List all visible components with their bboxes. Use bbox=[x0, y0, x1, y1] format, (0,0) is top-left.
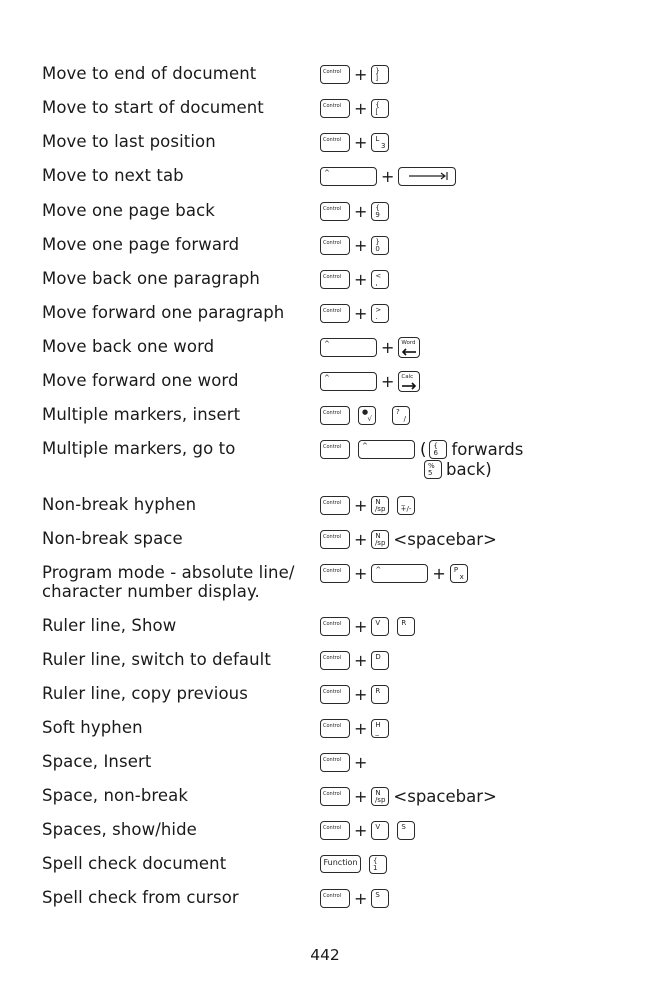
control-key-icon bbox=[320, 99, 350, 118]
shortcut-keys bbox=[320, 165, 456, 187]
shortcut-label: Non-break hyphen bbox=[42, 495, 197, 514]
shortcut-label: Ruler line, copy previous bbox=[42, 684, 248, 703]
key-symbol: ^ bbox=[324, 339, 330, 348]
plus-sign: + bbox=[354, 132, 368, 152]
shortcut-keys bbox=[320, 438, 523, 460]
control-key-icon bbox=[320, 496, 350, 515]
key-bottom-legend: , bbox=[375, 278, 378, 287]
plus-sign: + bbox=[354, 495, 368, 515]
shortcut-keys bbox=[320, 649, 389, 671]
plus-sign: + bbox=[354, 616, 368, 636]
shortcut-keys bbox=[320, 717, 389, 739]
key-top-legend: } bbox=[375, 237, 380, 246]
shortcut-label: Multiple markers, go to bbox=[42, 439, 236, 458]
shortcut-keys bbox=[320, 234, 389, 256]
cursor-key-icon bbox=[320, 338, 377, 357]
key-bottom-legend: 3 bbox=[380, 141, 386, 150]
plus-sign: + bbox=[354, 563, 368, 583]
shortcut-label: Move back one word bbox=[42, 337, 215, 356]
plus-sign: + bbox=[354, 201, 368, 221]
question-key-icon bbox=[392, 406, 410, 425]
control-key-icon bbox=[320, 821, 350, 840]
key-bottom-legend: x bbox=[459, 572, 464, 581]
shortcut-label: Move forward one word bbox=[42, 371, 239, 390]
key-bottom-legend: +/- bbox=[400, 504, 412, 513]
comma-key-icon bbox=[371, 270, 389, 289]
control-key-label: Control bbox=[323, 533, 342, 540]
key-top-legend: R bbox=[401, 618, 407, 627]
control-key-icon bbox=[320, 685, 350, 704]
plus-sign: + bbox=[354, 529, 368, 549]
plus-sign: + bbox=[354, 64, 368, 84]
function-key-icon bbox=[320, 855, 361, 873]
shortcut-label: Move to start of document bbox=[42, 98, 264, 117]
control-key-icon bbox=[320, 753, 350, 772]
one-key-icon bbox=[369, 855, 387, 874]
page-number: 442 bbox=[310, 946, 340, 964]
key-bottom-legend: /sp bbox=[374, 538, 386, 547]
key-top-legend: % bbox=[428, 462, 435, 470]
control-key-label: Control bbox=[323, 790, 342, 797]
key-bottom-legend: /sp bbox=[374, 795, 386, 804]
key-top-legend: D bbox=[375, 652, 381, 661]
key-top-legend: > bbox=[375, 305, 382, 314]
control-key-label: Control bbox=[323, 688, 342, 695]
hyphen-key-icon bbox=[397, 496, 415, 515]
close-bracket-key-icon bbox=[371, 65, 389, 84]
key-top-legend: { bbox=[375, 100, 380, 109]
key-top-legend: { bbox=[373, 856, 378, 865]
control-key-icon bbox=[320, 564, 350, 583]
key-top-legend: R bbox=[375, 686, 381, 695]
key-top-legend: ● bbox=[362, 407, 369, 416]
v-key-icon bbox=[371, 617, 389, 636]
shortcut-keys bbox=[320, 302, 389, 324]
shortcut-keys bbox=[320, 200, 389, 222]
shortcut-label: Program mode - absolute line/ character number display. bbox=[42, 563, 295, 601]
cursor-key-icon bbox=[320, 372, 377, 391]
key-symbol: ^ bbox=[324, 373, 330, 382]
shortcut-keys bbox=[320, 370, 420, 392]
control-key-label: Control bbox=[323, 756, 342, 763]
control-key-icon bbox=[320, 65, 350, 84]
key-bottom-legend: 0 bbox=[375, 244, 380, 253]
plus-sign: + bbox=[354, 269, 368, 289]
n-key-icon bbox=[371, 787, 389, 806]
plus-sign: + bbox=[432, 563, 446, 583]
shortcut-label: Move one page forward bbox=[42, 235, 240, 254]
open-paren: ( bbox=[420, 439, 427, 459]
key-top-legend: V bbox=[375, 822, 381, 831]
marker-key-icon bbox=[358, 406, 376, 425]
shortcut-keys bbox=[320, 131, 389, 153]
key-top-legend: _ bbox=[401, 497, 405, 506]
plus-sign: + bbox=[354, 718, 368, 738]
key-bottom-legend: . bbox=[375, 312, 378, 321]
cursor-key-icon bbox=[358, 440, 415, 459]
r-key-icon bbox=[397, 617, 415, 636]
back-note: back) bbox=[446, 460, 492, 479]
control-key-icon bbox=[320, 236, 350, 255]
key-top-legend: ? bbox=[396, 407, 400, 416]
plus-sign: + bbox=[354, 98, 368, 118]
d-key-icon bbox=[371, 651, 389, 670]
shortcut-label: Multiple markers, insert bbox=[42, 405, 241, 424]
n-key-icon bbox=[371, 530, 389, 549]
key-top-legend: { bbox=[375, 203, 380, 212]
shortcut-keys bbox=[320, 785, 497, 807]
key-top-legend: S bbox=[401, 822, 406, 831]
key-symbol: ^ bbox=[362, 441, 368, 450]
control-key-label: Control bbox=[323, 567, 342, 574]
control-key-label: Control bbox=[323, 443, 342, 450]
l-key-icon bbox=[371, 133, 389, 152]
plus-sign: + bbox=[354, 650, 368, 670]
shortcut-keys bbox=[320, 268, 389, 290]
control-key-icon bbox=[320, 889, 350, 908]
key-top-legend: < bbox=[375, 271, 382, 280]
key-bottom-legend: ] bbox=[375, 73, 379, 82]
spacebar-text: <spacebar> bbox=[393, 786, 497, 806]
control-key-label: Control bbox=[323, 307, 342, 314]
control-key-label: Control bbox=[323, 722, 342, 729]
control-key-icon bbox=[320, 530, 350, 549]
shortcut-label: Move forward one paragraph bbox=[42, 303, 285, 322]
shortcut-label: Move back one paragraph bbox=[42, 269, 260, 288]
shortcut-keys bbox=[320, 683, 389, 705]
shortcut-label: Ruler line, Show bbox=[42, 616, 177, 635]
p-key-icon bbox=[450, 564, 468, 583]
control-key-icon bbox=[320, 406, 350, 425]
shortcut-label: Non-break space bbox=[42, 529, 183, 548]
key-bottom-legend: _ bbox=[375, 727, 379, 736]
function-key-label: Function bbox=[323, 858, 358, 867]
shortcut-keys bbox=[320, 562, 468, 584]
shortcut-keys bbox=[320, 97, 389, 119]
key-top-legend: L bbox=[375, 134, 380, 143]
shortcut-label: Spell check document bbox=[42, 854, 227, 873]
tab-key-icon bbox=[398, 167, 456, 186]
shortcut-label: Space, non-break bbox=[42, 786, 189, 805]
shortcut-keys bbox=[320, 751, 371, 773]
control-key-icon bbox=[320, 270, 350, 289]
open-bracket-key-icon bbox=[371, 99, 389, 118]
s-key-icon bbox=[397, 821, 415, 840]
key-top-legend: P bbox=[453, 565, 459, 574]
control-key-icon bbox=[320, 440, 350, 459]
control-key-label: Control bbox=[323, 68, 342, 75]
plus-sign: + bbox=[354, 752, 368, 772]
shortcut-keys bbox=[320, 853, 387, 875]
plus-sign: + bbox=[381, 166, 395, 186]
five-key-icon bbox=[424, 460, 442, 479]
shortcut-label: Spaces, show/hide bbox=[42, 820, 197, 839]
shortcut-keys bbox=[320, 615, 415, 637]
plus-sign: + bbox=[354, 684, 368, 704]
key-top-legend: } bbox=[375, 66, 380, 75]
control-key-label: Control bbox=[323, 620, 342, 627]
shortcut-keys bbox=[320, 63, 389, 85]
control-key-icon bbox=[320, 719, 350, 738]
back-note-line bbox=[424, 460, 492, 479]
shortcut-keys bbox=[320, 528, 497, 550]
control-key-icon bbox=[320, 304, 350, 323]
key-bottom-legend: 6 bbox=[433, 448, 438, 457]
shortcut-label: Move to end of document bbox=[42, 64, 257, 83]
shortcut-label: Move to next tab bbox=[42, 166, 184, 185]
zero-key-icon bbox=[371, 236, 389, 255]
control-key-label: Control bbox=[323, 824, 342, 831]
control-key-label: Control bbox=[323, 409, 342, 416]
shortcut-label: Ruler line, switch to default bbox=[42, 650, 271, 669]
key-top-legend: N bbox=[375, 497, 381, 506]
v-key-icon bbox=[371, 821, 389, 840]
period-key-icon bbox=[371, 304, 389, 323]
word-left-key-icon bbox=[398, 337, 420, 358]
key-top-legend: H bbox=[375, 720, 381, 729]
h-key-icon bbox=[371, 719, 389, 738]
n-key-icon bbox=[371, 496, 389, 515]
key-top-legend: N bbox=[375, 788, 381, 797]
control-key-label: Control bbox=[323, 499, 342, 506]
r-key-icon bbox=[371, 685, 389, 704]
cursor-key-icon bbox=[371, 564, 428, 583]
shortcut-keys bbox=[320, 819, 415, 841]
plus-sign: + bbox=[354, 888, 368, 908]
shortcut-keys bbox=[320, 336, 420, 358]
forwards-note: forwards bbox=[451, 439, 524, 459]
shortcut-keys bbox=[320, 404, 410, 426]
six-key-icon bbox=[429, 440, 447, 459]
calc-right-key-icon bbox=[398, 371, 420, 392]
control-key-label: Control bbox=[323, 654, 342, 661]
key-bottom-legend: [ bbox=[375, 107, 379, 116]
key-bottom-legend: √ bbox=[367, 414, 372, 423]
control-key-icon bbox=[320, 787, 350, 806]
plus-sign: + bbox=[354, 303, 368, 323]
control-key-label: Control bbox=[323, 892, 342, 899]
plus-sign: + bbox=[381, 337, 395, 357]
control-key-icon bbox=[320, 133, 350, 152]
key-bottom-legend: / bbox=[403, 414, 406, 423]
control-key-icon bbox=[320, 617, 350, 636]
s-key-icon bbox=[371, 889, 389, 908]
plus-sign: + bbox=[354, 786, 368, 806]
shortcut-keys bbox=[320, 494, 415, 516]
key-top-legend: Word bbox=[401, 339, 416, 346]
shortcut-label: Soft hyphen bbox=[42, 718, 143, 737]
shortcut-label: Move to last position bbox=[42, 132, 216, 151]
key-bottom-legend: 1 bbox=[373, 863, 378, 872]
key-top-legend: { bbox=[433, 441, 438, 450]
key-symbol: ^ bbox=[324, 168, 330, 177]
key-top-legend: N bbox=[375, 531, 381, 540]
control-key-label: Control bbox=[323, 239, 342, 246]
nine-key-icon bbox=[371, 202, 389, 221]
shortcut-label: Move one page back bbox=[42, 201, 215, 220]
key-top-legend: Calc bbox=[401, 373, 414, 380]
plus-sign: + bbox=[381, 371, 395, 391]
key-bottom-legend: 9 bbox=[375, 210, 380, 219]
spacebar-text: <spacebar> bbox=[393, 529, 497, 549]
key-top-legend: S bbox=[375, 890, 380, 899]
plus-sign: + bbox=[354, 820, 368, 840]
control-key-label: Control bbox=[323, 205, 342, 212]
key-top-legend: V bbox=[375, 618, 381, 627]
control-key-label: Control bbox=[323, 136, 342, 143]
cursor-key-icon bbox=[320, 167, 377, 186]
shortcut-keys bbox=[320, 887, 389, 909]
control-key-label: Control bbox=[323, 273, 342, 280]
plus-sign: + bbox=[354, 235, 368, 255]
control-key-icon bbox=[320, 202, 350, 221]
key-symbol: ^ bbox=[375, 565, 382, 574]
control-key-label: Control bbox=[323, 102, 342, 109]
key-bottom-legend: 5 bbox=[428, 469, 433, 477]
shortcut-label: Space, Insert bbox=[42, 752, 152, 771]
key-bottom-legend: /sp bbox=[374, 504, 386, 513]
control-key-icon bbox=[320, 651, 350, 670]
shortcut-label: Spell check from cursor bbox=[42, 888, 239, 907]
